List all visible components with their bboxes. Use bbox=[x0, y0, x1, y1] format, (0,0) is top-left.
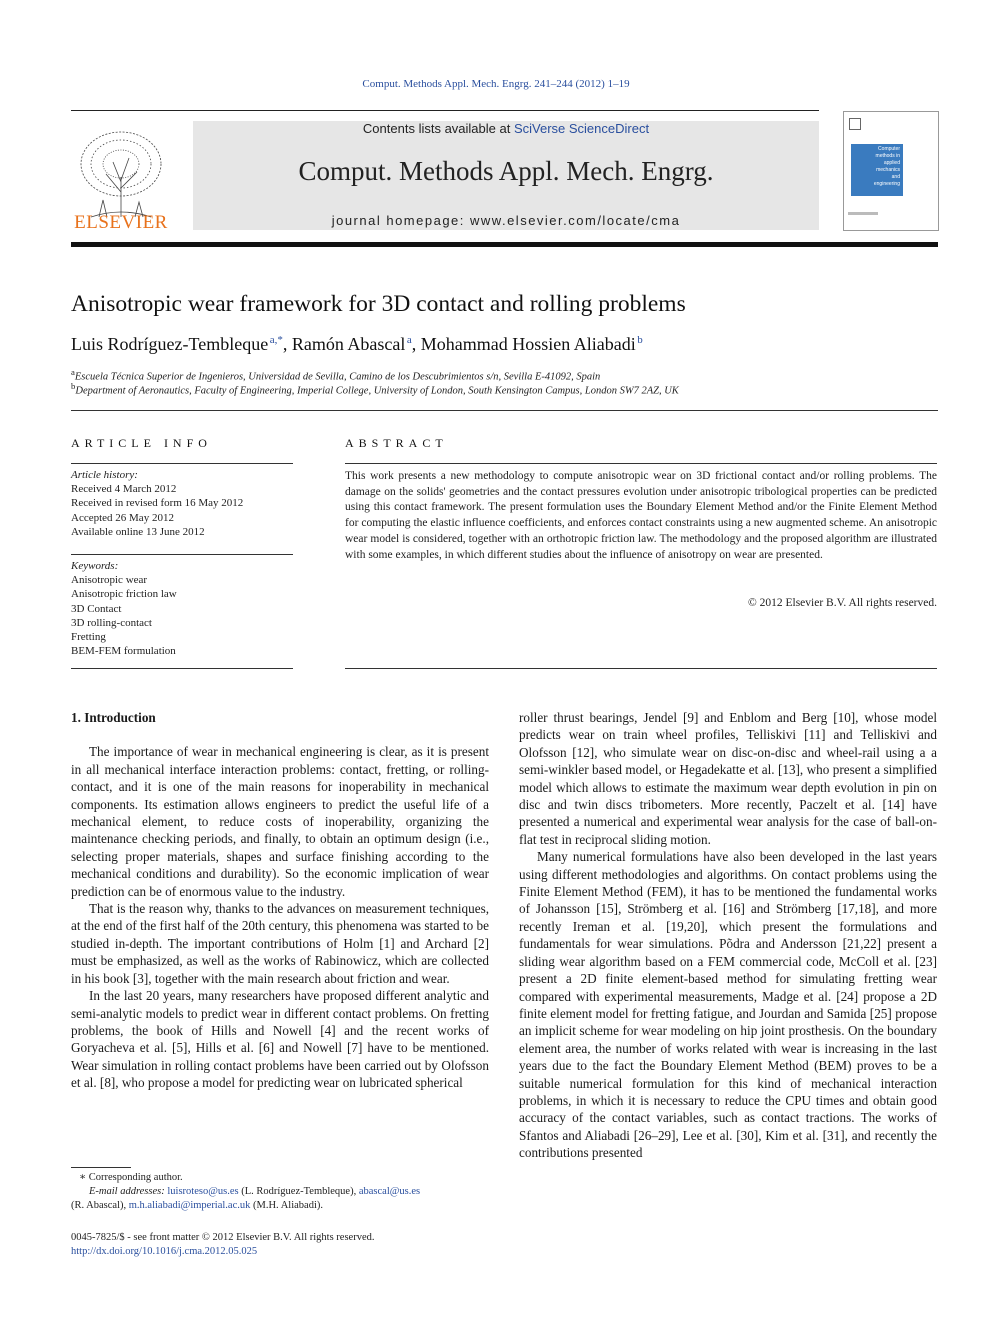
corresponding-text: Corresponding author. bbox=[88, 1172, 183, 1183]
history-item: Received 4 March 2012 bbox=[71, 483, 177, 496]
contents-line bbox=[193, 121, 819, 136]
section-heading: 1. Introduction bbox=[71, 710, 156, 725]
cover-line: and bbox=[891, 174, 900, 180]
divider bbox=[345, 668, 937, 669]
contents-prefix: Contents lists available at bbox=[362, 121, 514, 136]
homepage-url[interactable]: www.elsevier.com/locate/cma bbox=[470, 213, 681, 228]
cover-line: mechanics bbox=[876, 167, 900, 173]
journal-title: Comput. Methods Appl. Mech. Engrg. bbox=[298, 156, 714, 186]
affil-sup: a bbox=[71, 367, 75, 377]
author-name: Luis Rodríguez-Tembleque bbox=[71, 334, 269, 354]
affil-sup: b bbox=[71, 381, 76, 391]
paragraph: Many numerical formulations have also been developed in the last years using different methodologies and algorithms. On contact problems using the Finite Element Method (FEM), it has to be mentioned the fundamental works of Johansson [15], Strömberg et al. [16] and Strömberg [17,18], and more recently Ireman et al. [19,20], which present the formulations and fundamentals for wear simulations. Põdra and Andersson [21,22] present a sliding wear algorithm based on a FEM commercial code, McColl et al. [23] present a 2D finite element-based method for simulating fretting wear compared with experimental measurements, Madge et al. [24] propose a 2D finite element model for fretting fatigue, and Jourdan and Samida [25] propose an implicit scheme for wear modeling on hip joint prosthesis. On the boundary element area, the number of works related with wear is increasing in the last years due to the fact the Boundary Element Method (BEM) proves to be a suitable numerical formulation for this kind of mechanical interaction problems, in which it is necessary to reduce the CPU times and obtain good accuracy of the contact variables, such as contact tractions. The works of Sfantos and Aliabadi [26–29], Lee et al. [30], Kim et al. [31], and recently the contributions presented bbox=[519, 849, 937, 1161]
header-thick-rule bbox=[71, 242, 938, 247]
email-owner: (R. Abascal), bbox=[71, 1200, 127, 1211]
divider bbox=[345, 463, 937, 464]
sciencedirect-link[interactable]: SciVerse ScienceDirect bbox=[513, 121, 650, 136]
keywords bbox=[71, 559, 177, 658]
author-list: Luis Rodríguez-Tembleque $^{a,*}$, Ramón Abascal $^a$, Mohammad Hossien Aliabadi $^b$ bbox=[71, 334, 643, 354]
email-owner: (L. Rodríguez-Tembleque), bbox=[241, 1186, 357, 1197]
affil-text: Escuela Técnica Superior de Ingenieros, Universidad de Sevilla, Camino de los Descubrimientos s/n, Sevilla E-41092, Spain bbox=[74, 371, 601, 383]
keyword: Fretting bbox=[71, 631, 106, 644]
email-note bbox=[71, 1185, 489, 1199]
journal-citation[interactable]: Comput. Methods Appl. Mech. Engrg. 241–244 (2012) 1–19 bbox=[362, 78, 630, 90]
affil-text: Department of Aeronautics, Faculty of Engineering, Imperial College, University of London, South Kensington Campus, London SW7 2AZ, UK bbox=[75, 385, 679, 397]
history-item: Available online 13 June 2012 bbox=[71, 525, 205, 538]
email-label: E-mail addresses: bbox=[89, 1186, 165, 1197]
author-name: Ramón Abascal bbox=[291, 334, 406, 354]
keyword: Anisotropic friction law bbox=[71, 588, 177, 601]
email-owner: (M.H. Aliabadi). bbox=[253, 1200, 324, 1211]
author-affil-sup[interactable]: b bbox=[637, 334, 643, 346]
abstract-heading: ABSTRACT bbox=[345, 436, 448, 450]
email-link[interactable]: m.h.aliabadi@imperial.ac.uk bbox=[128, 1200, 251, 1211]
email-note-cont bbox=[71, 1199, 489, 1213]
elsevier-logo-text: ELSEVIER bbox=[74, 212, 168, 233]
email-link[interactable]: luisroteso@us.es bbox=[167, 1186, 239, 1197]
footnote-rule bbox=[71, 1167, 131, 1168]
paragraph: roller thrust bearings, Jendel [9] and Enblom and Berg [10], whose model predicts wear on train wheel profiles, Telliskivi [11] and Telliskivi and Olofsson [12], who simulate wear on disc-on-disc and wheel-rail using a a semi-winkler based model, or Hegadekatte et al. [13], who present a simplified model which allows to estimate the maximum wear depth evolution in pin on disc and twin discs tribometers. More recently, Paczelt et al. [14] have presented a numerical and experimental wear analysis for the case of ball-on-flat test in reciprocal sliding motion. bbox=[519, 710, 937, 847]
front-matter bbox=[71, 1231, 374, 1259]
keyword: 3D rolling-contact bbox=[71, 616, 152, 629]
cover-footer-bar bbox=[848, 212, 878, 215]
header-rule bbox=[71, 110, 819, 111]
footnotes bbox=[71, 1171, 489, 1213]
cover-mini-logo-icon bbox=[849, 118, 861, 130]
article-history bbox=[71, 468, 243, 539]
keyword: 3D Contact bbox=[71, 602, 122, 615]
keywords-label: Keywords: bbox=[71, 560, 119, 572]
history-item: Received in revised form 16 May 2012 bbox=[71, 497, 244, 510]
cover-title bbox=[851, 146, 903, 188]
journal-cover-thumbnail[interactable] bbox=[843, 111, 939, 231]
article-title: Anisotropic wear framework for 3D contact and rolling problems bbox=[71, 291, 686, 317]
affiliation bbox=[71, 381, 679, 397]
paragraph: In the last 20 years, many researchers have proposed different analytic and semi-analytic models to predict wear in different contact problems. On fretting problems, the book of Hills and Nowell [4] and the recent works of Goryacheva et al. [5], Hills et al. [6] and Nowell [7] have to be mentioned. Wear simulation in rolling contact problems have been carried out by Olofsson et al. [8], who propose a model for predicting wear on lubricated spherical bbox=[71, 988, 489, 1091]
keyword: BEM-FEM formulation bbox=[71, 645, 176, 658]
divider bbox=[71, 668, 293, 669]
abstract-copyright: © 2012 Elsevier B.V. All rights reserved. bbox=[748, 597, 937, 609]
paragraph: That is the reason why, thanks to the advances on measurement techniques, at the end of the first half of the 20th century, this phenomena was started to be studied in-depth. The important contributions of Holm [1] and Archard [2] must be emphasized, as well as the works of Rabinowicz, which are collected in his book [3], together with the main research about friction and wear. bbox=[71, 901, 489, 986]
author-name: Mohammad Hossien Aliabadi bbox=[420, 334, 636, 354]
corresponding-note: ∗ Corresponding author. bbox=[79, 1172, 183, 1183]
divider bbox=[71, 554, 293, 555]
body-left-column bbox=[71, 709, 489, 1092]
author-affil-sup[interactable]: a,* bbox=[269, 334, 283, 346]
homepage-prefix: journal homepage: bbox=[331, 213, 471, 228]
cover-line: engineering bbox=[873, 181, 900, 187]
email-link[interactable]: abascal@us.es bbox=[358, 1186, 421, 1197]
issn-line: 0045-7825/$ - see front matter © 2012 Elsevier B.V. All rights reserved. bbox=[71, 1232, 375, 1243]
abstract-text: This work presents a new methodology to compute anisotropic wear on 3D frictional contact and/or rolling problems. The damage on the solids' geometries and the contact pressures evolution under anisotropic tribological properties can be predicted using this contact framework. The present formulation uses the Boundary Element Method and/or the Finite Element Method for computing the elastic influence coefficients, and enforces contact constraints using a new augmented scheme. An anisotropic wear model is considered, together with an orthotropic friction law. The methodology and the proposed algorithm are illustrated with some examples, in which different studies about the influence of anisotropy on wear are presented. bbox=[345, 470, 937, 561]
homepage-line bbox=[193, 213, 819, 228]
keyword: Anisotropic wear bbox=[71, 574, 148, 587]
divider bbox=[71, 463, 293, 464]
history-item: Accepted 26 May 2012 bbox=[71, 511, 174, 524]
paragraph: The importance of wear in mechanical engineering is clear, as it is present in all mechanical interface interaction problems: contact, fretting, or rolling-contact, and it is one of the main reasons for inoperability in mechanical components. Its estimation allows engineers to predict the useful life of a mechanical element, to reduce costs of inoperability, organizing the maintenance checking periods, and finally, to obtain an optimum design (i.e., selecting proper materials, shapes and surface finishing according to the mechanical conditions and durability). So the economic implication of wear prediction can be of enormous value to the industry. bbox=[71, 744, 489, 899]
cover-line: Computer bbox=[878, 146, 900, 152]
divider bbox=[71, 410, 938, 411]
cover-line: applied bbox=[883, 160, 900, 166]
doi-link[interactable]: http://dx.doi.org/10.1016/j.cma.2012.05.025 bbox=[71, 1246, 258, 1257]
history-label: Article history: bbox=[71, 469, 138, 481]
article-info-heading: ARTICLE INFO bbox=[71, 436, 212, 450]
body-right-column bbox=[519, 709, 937, 1162]
cover-line: methods in bbox=[875, 153, 900, 159]
author-affil-sup[interactable]: a bbox=[406, 334, 412, 346]
